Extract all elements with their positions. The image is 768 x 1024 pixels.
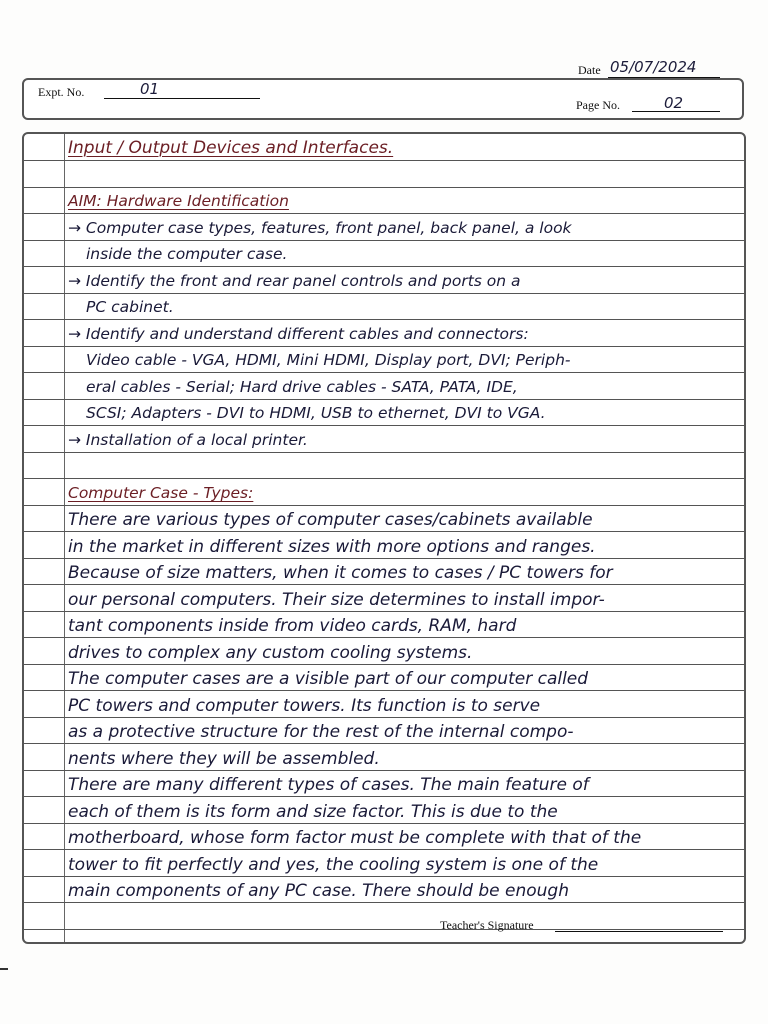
text-line: → Computer case types, features, front panel, back panel, a look [68,219,572,237]
ruled-line [24,425,744,426]
text-line: main components of any PC case. There should be enough [68,881,569,901]
signature-line [555,931,723,932]
ruled-line [24,531,744,532]
page-edge-mark [0,968,8,970]
expt-value: 01 [140,80,160,98]
expt-label: Expt. No. [38,85,85,99]
text-line: motherboard, whose form factor must be complete with that of the [68,828,642,848]
ruled-line [24,213,744,214]
ruled-line [24,187,744,188]
expt-underline [104,98,260,99]
ruled-line [24,558,744,559]
ruled-line [24,664,744,665]
text-line: as a protective structure for the rest of the internal compo- [68,722,574,742]
margin-line [64,134,65,942]
page-heading: Input / Output Devices and Interfaces. [68,138,394,158]
ruled-line [24,160,744,161]
text-line: drives to complex any custom cooling systems. [68,643,473,663]
date-value: 05/07/2024 [610,58,697,76]
ruled-line [24,929,744,930]
text-line: There are various types of computer cases/cabinets available [68,510,593,530]
text-line: PC towers and computer towers. Its function is to serve [68,696,541,716]
aim-heading: AIM: Hardware Identification [68,192,289,210]
ruled-line [24,637,744,638]
ruled-line [24,690,744,691]
ruled-line [24,902,744,903]
text-line: There are many different types of cases. The main feature of [68,775,589,795]
ruled-line [24,849,744,850]
ruled-line [24,319,744,320]
text-line: our personal computers. Their size determines to install impor- [68,590,605,610]
text-line: nents where they will be assembled. [68,749,380,769]
text-line: tower to fit perfectly and yes, the cooling system is one of the [68,855,599,875]
ruled-body [22,132,746,944]
ruled-line [24,770,744,771]
ruled-line [24,743,744,744]
page-underline [632,111,720,112]
ruled-line [24,584,744,585]
ruled-line [24,399,744,400]
header-box [22,78,744,120]
text-line: inside the computer case. [86,245,288,263]
ruled-line [24,717,744,718]
text-line: Video cable - VGA, HDMI, Mini HDMI, Display port, DVI; Periph- [86,351,571,369]
text-line: tant components inside from video cards, RAM, hard [68,616,517,636]
ruled-line [24,611,744,612]
ruled-line [24,796,744,797]
ruled-line [24,346,744,347]
text-line: → Identify and understand different cables and connectors: [68,325,529,343]
section-heading: Computer Case - Types: [68,484,254,502]
ruled-line [24,452,744,453]
ruled-line [24,505,744,506]
text-line: each of them is its form and size factor. This is due to the [68,802,558,822]
ruled-line [24,240,744,241]
ruled-line [24,372,744,373]
text-line: → Identify the front and rear panel controls and ports on a [68,272,521,290]
text-line: eral cables - Serial; Hard drive cables - SATA, PATA, IDE, [86,378,518,396]
text-line: SCSI; Adapters - DVI to HDMI, USB to ethernet, DVI to VGA. [86,404,546,422]
page-value: 02 [664,94,684,112]
teacher-signature-label: Teacher's Signature [440,918,534,932]
ruled-line [24,478,744,479]
date-label: Date [578,63,601,77]
text-line: The computer cases are a visible part of our computer called [68,669,589,689]
ruled-line [24,823,744,824]
page-label: Page No. [576,98,620,112]
ruled-line [24,293,744,294]
text-line: in the market in different sizes with more options and ranges. [68,537,596,557]
ruled-line [24,876,744,877]
text-line: Because of size matters, when it comes to cases / PC towers for [68,563,613,583]
text-line: PC cabinet. [86,298,174,316]
text-line: → Installation of a local printer. [68,431,308,449]
ruled-line [24,266,744,267]
